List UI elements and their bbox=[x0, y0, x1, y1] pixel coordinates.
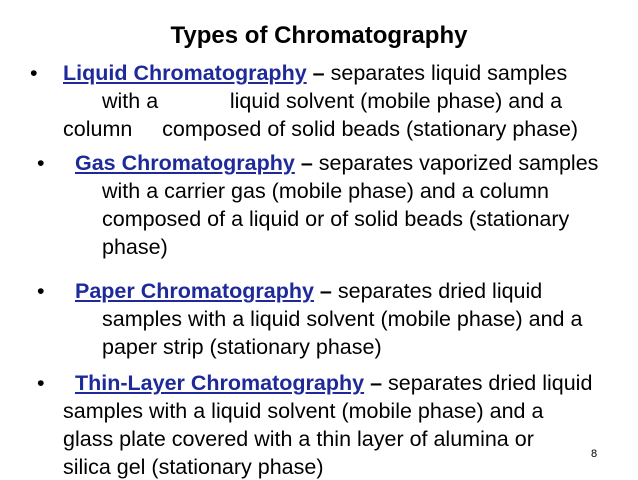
item-3-rest: separates dried liquid bbox=[337, 279, 543, 303]
slide-title: Types of Chromatography bbox=[170, 22, 468, 49]
item-3-line-2: samples with a liquid solvent (mobile phase) and a bbox=[102, 307, 583, 331]
dash: – bbox=[319, 279, 332, 303]
bullet-3: • bbox=[37, 279, 45, 303]
dash: – bbox=[370, 371, 383, 395]
item-1-rest: separates liquid samples bbox=[330, 61, 568, 85]
item-4-first-line bbox=[75, 370, 592, 396]
item-4-rest: separates dried liquid bbox=[388, 371, 593, 395]
term-thin-layer-chromatography: Thin-Layer Chromatography bbox=[75, 371, 365, 395]
item-1-first-line bbox=[63, 60, 567, 86]
bullet-4: • bbox=[37, 371, 45, 395]
item-4-line-3: glass plate covered with a thin layer of alumina or bbox=[63, 427, 534, 451]
item-2-line-3: composed of a liquid or of solid beads (stationary bbox=[102, 207, 570, 231]
item-2-line-4: phase) bbox=[102, 235, 168, 259]
item-3-first-line bbox=[75, 278, 542, 304]
dash: – bbox=[300, 151, 313, 175]
item-3-line-3: paper strip (stationary phase) bbox=[102, 335, 382, 359]
item-2-first-line bbox=[75, 150, 598, 176]
bullet-1: • bbox=[30, 61, 38, 85]
item-1-line-3: column composed of solid beads (stationary phase) bbox=[63, 117, 579, 141]
bullet-2: • bbox=[37, 151, 45, 175]
item-4-line-2: samples with a liquid solvent (mobile phase) and a bbox=[63, 399, 544, 423]
term-paper-chromatography: Paper Chromatography bbox=[75, 279, 314, 303]
item-2-line-2: with a carrier gas (mobile phase) and a column bbox=[102, 179, 549, 203]
page-number: 8 bbox=[591, 448, 598, 460]
term-liquid-chromatography: Liquid Chromatography bbox=[63, 61, 307, 85]
item-4-line-4: silica gel (stationary phase) bbox=[63, 455, 324, 479]
item-1-line-2: with a liquid solvent (mobile phase) and a bbox=[102, 89, 563, 113]
item-2-rest: separates vaporized samples bbox=[318, 151, 599, 175]
term-gas-chromatography: Gas Chromatography bbox=[75, 151, 295, 175]
dash: – bbox=[312, 61, 325, 85]
